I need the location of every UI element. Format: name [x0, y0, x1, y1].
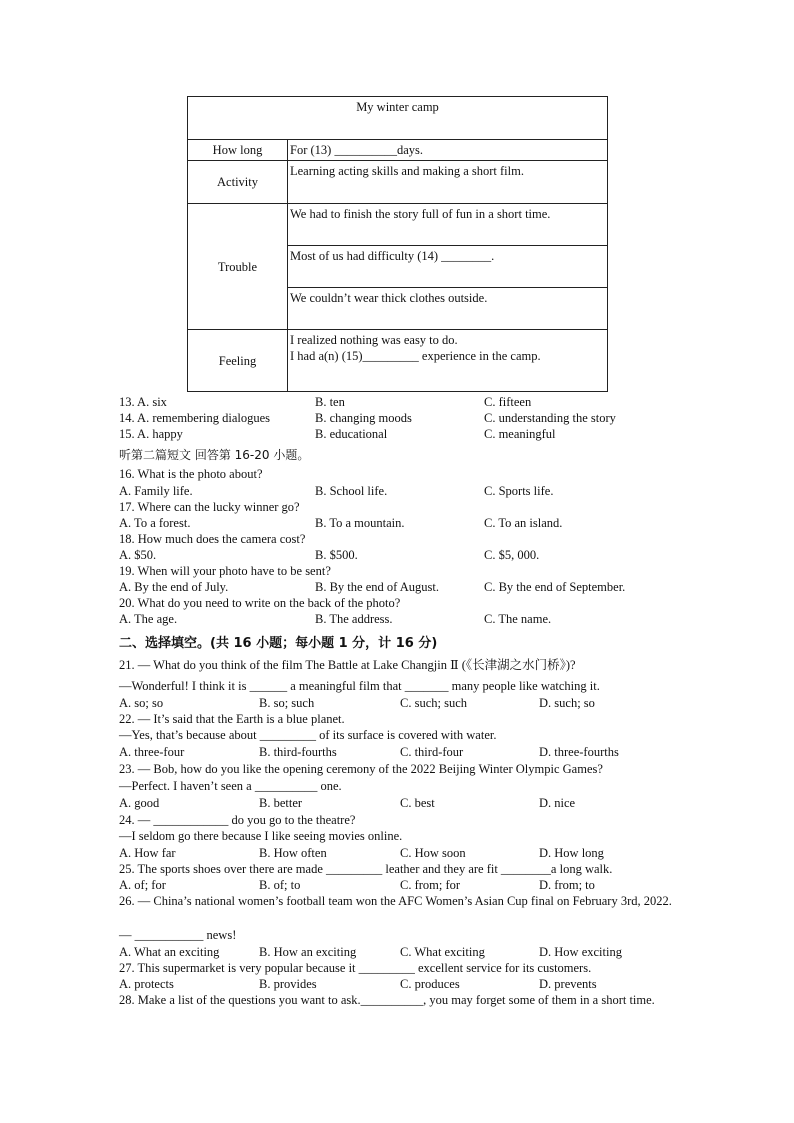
- passage2-intro: 听第二篇短文 回答第 16-20 小题。: [119, 448, 310, 462]
- table-title: My winter camp: [188, 97, 608, 140]
- row-text-trouble-2: Most of us had difficulty (14) ________.: [288, 246, 608, 288]
- q23-option-d: D. nice: [539, 796, 576, 810]
- row-text-how-long: For (13) __________days.: [288, 140, 608, 161]
- q18-option-c: C. $5, 000.: [484, 548, 540, 562]
- q26-reply: — ___________ news!: [119, 928, 237, 942]
- q24-option-b: B. How often: [259, 846, 327, 860]
- q27-stem: 27. This supermarket is very popular because it _________ excellent service for its customers.: [119, 961, 592, 975]
- row-text-trouble-3: We couldn’t wear thick clothes outside.: [288, 288, 608, 330]
- feeling-line-2: I had a(n) (15)_________ experience in the camp.: [290, 349, 541, 363]
- q20-stem: 20. What do you need to write on the back of the photo?: [119, 596, 401, 610]
- q26-option-a: A. What an exciting: [119, 945, 220, 959]
- q24-reply: —I seldom go there because I like seeing movies online.: [119, 829, 403, 843]
- q23-option-b: B. better: [259, 796, 303, 810]
- q20-option-c: C. The name.: [484, 612, 552, 626]
- q28-stem: 28. Make a list of the questions you want to ask.__________, you may forget some of them in a short time.: [119, 993, 655, 1007]
- q27-option-b: B. provides: [259, 977, 317, 991]
- q16-stem: 16. What is the photo about?: [119, 467, 263, 481]
- q25-option-a: A. of; for: [119, 878, 166, 892]
- q27-option-a: A. protects: [119, 977, 174, 991]
- q25-option-b: B. of; to: [259, 878, 301, 892]
- q14-option-c: C. understanding the story: [484, 411, 616, 425]
- q25-option-c: C. from; for: [400, 878, 461, 892]
- q13-option-c: C. fifteen: [484, 395, 532, 409]
- q22-option-c: C. third-four: [400, 745, 464, 759]
- row-label-activity: Activity: [188, 161, 288, 204]
- q26-option-d: D. How exciting: [539, 945, 622, 959]
- q21-option-c: C. such; such: [400, 696, 468, 710]
- q21-option-b: B. so; such: [259, 696, 315, 710]
- q27-option-d: D. prevents: [539, 977, 597, 991]
- q15-option-a: 15. A. happy: [119, 427, 183, 441]
- q25-stem: 25. The sports shoes over there are made _________ leather and they are fit ________a long walk.: [119, 862, 613, 876]
- q21-option-a: A. so; so: [119, 696, 164, 710]
- q17-option-b: B. To a mountain.: [315, 516, 405, 530]
- q16-option-b: B. School life.: [315, 484, 388, 498]
- q19-option-b: B. By the end of August.: [315, 580, 439, 594]
- row-label-feeling: Feeling: [188, 330, 288, 392]
- row-label-trouble: Trouble: [188, 204, 288, 330]
- q25-option-d: D. from; to: [539, 878, 595, 892]
- q26-option-b: B. How an exciting: [259, 945, 357, 959]
- q20-option-b: B. The address.: [315, 612, 393, 626]
- q24-option-c: C. How soon: [400, 846, 466, 860]
- q23-stem: 23. — Bob, how do you like the opening ceremony of the 2022 Beijing Winter Olympic Games?: [119, 762, 603, 776]
- q15-option-c: C. meaningful: [484, 427, 556, 441]
- q18-stem: 18. How much does the camera cost?: [119, 532, 306, 546]
- q22-reply: —Yes, that’s because about _________ of its surface is covered with water.: [119, 728, 497, 742]
- row-text-trouble-1: We had to finish the story full of fun in a short time.: [288, 204, 608, 246]
- q22-option-a: A. three-four: [119, 745, 185, 759]
- q23-option-c: C. best: [400, 796, 435, 810]
- q21-option-d: D. such; so: [539, 696, 595, 710]
- q22-option-b: B. third-fourths: [259, 745, 337, 759]
- q19-stem: 19. When will your photo have to be sent?: [119, 564, 331, 578]
- q27-option-c: C. produces: [400, 977, 460, 991]
- q20-option-a: A. The age.: [119, 612, 178, 626]
- q26-option-c: C. What exciting: [400, 945, 485, 959]
- q23-option-a: A. good: [119, 796, 160, 810]
- section-two-heading: 二、选择填空。(共 16 小题；每小题 1 分，计 16 分): [119, 636, 438, 651]
- q14-option-b: B. changing moods: [315, 411, 412, 425]
- q13-option-a: 13. A. six: [119, 395, 167, 409]
- q19-option-a: A. By the end of July.: [119, 580, 229, 594]
- row-label-how-long: How long: [188, 140, 288, 161]
- q22-stem: 22. — It’s said that the Earth is a blue planet.: [119, 712, 345, 726]
- q17-option-c: C. To an island.: [484, 516, 563, 530]
- q15-option-b: B. educational: [315, 427, 388, 441]
- q21-stem: 21. — What do you think of the film The Battle at Lake Changjin Ⅱ (《长津湖之水门桥》)?: [119, 658, 576, 672]
- feeling-line-1: I realized nothing was easy to do.: [290, 333, 458, 347]
- q16-option-a: A. Family life.: [119, 484, 193, 498]
- q24-stem: 24. — ____________ do you go to the theatre?: [119, 813, 356, 827]
- winter-camp-table: [187, 96, 608, 392]
- row-text-feeling: [288, 330, 608, 392]
- q13-option-b: B. ten: [315, 395, 345, 409]
- q18-option-a: A. $50.: [119, 548, 157, 562]
- q24-option-a: A. How far: [119, 846, 176, 860]
- q17-stem: 17. Where can the lucky winner go?: [119, 500, 300, 514]
- q14-option-a: 14. A. remembering dialogues: [119, 411, 271, 425]
- q26-stem: 26. — China’s national women’s football team won the AFC Women’s Asian Cup final on February 3rd, 2022.: [119, 894, 672, 908]
- q24-option-d: D. How long: [539, 846, 604, 860]
- q22-option-d: D. three-fourths: [539, 745, 619, 759]
- q16-option-c: C. Sports life.: [484, 484, 554, 498]
- q19-option-c: C. By the end of September.: [484, 580, 626, 594]
- q18-option-b: B. $500.: [315, 548, 358, 562]
- q17-option-a: A. To a forest.: [119, 516, 191, 530]
- row-text-activity: Learning acting skills and making a short film.: [288, 161, 608, 204]
- q21-reply: —Wonderful! I think it is ______ a meaningful film that _______ many people like watching it.: [119, 679, 600, 693]
- q23-reply: —Perfect. I haven’t seen a __________ one.: [119, 779, 342, 793]
